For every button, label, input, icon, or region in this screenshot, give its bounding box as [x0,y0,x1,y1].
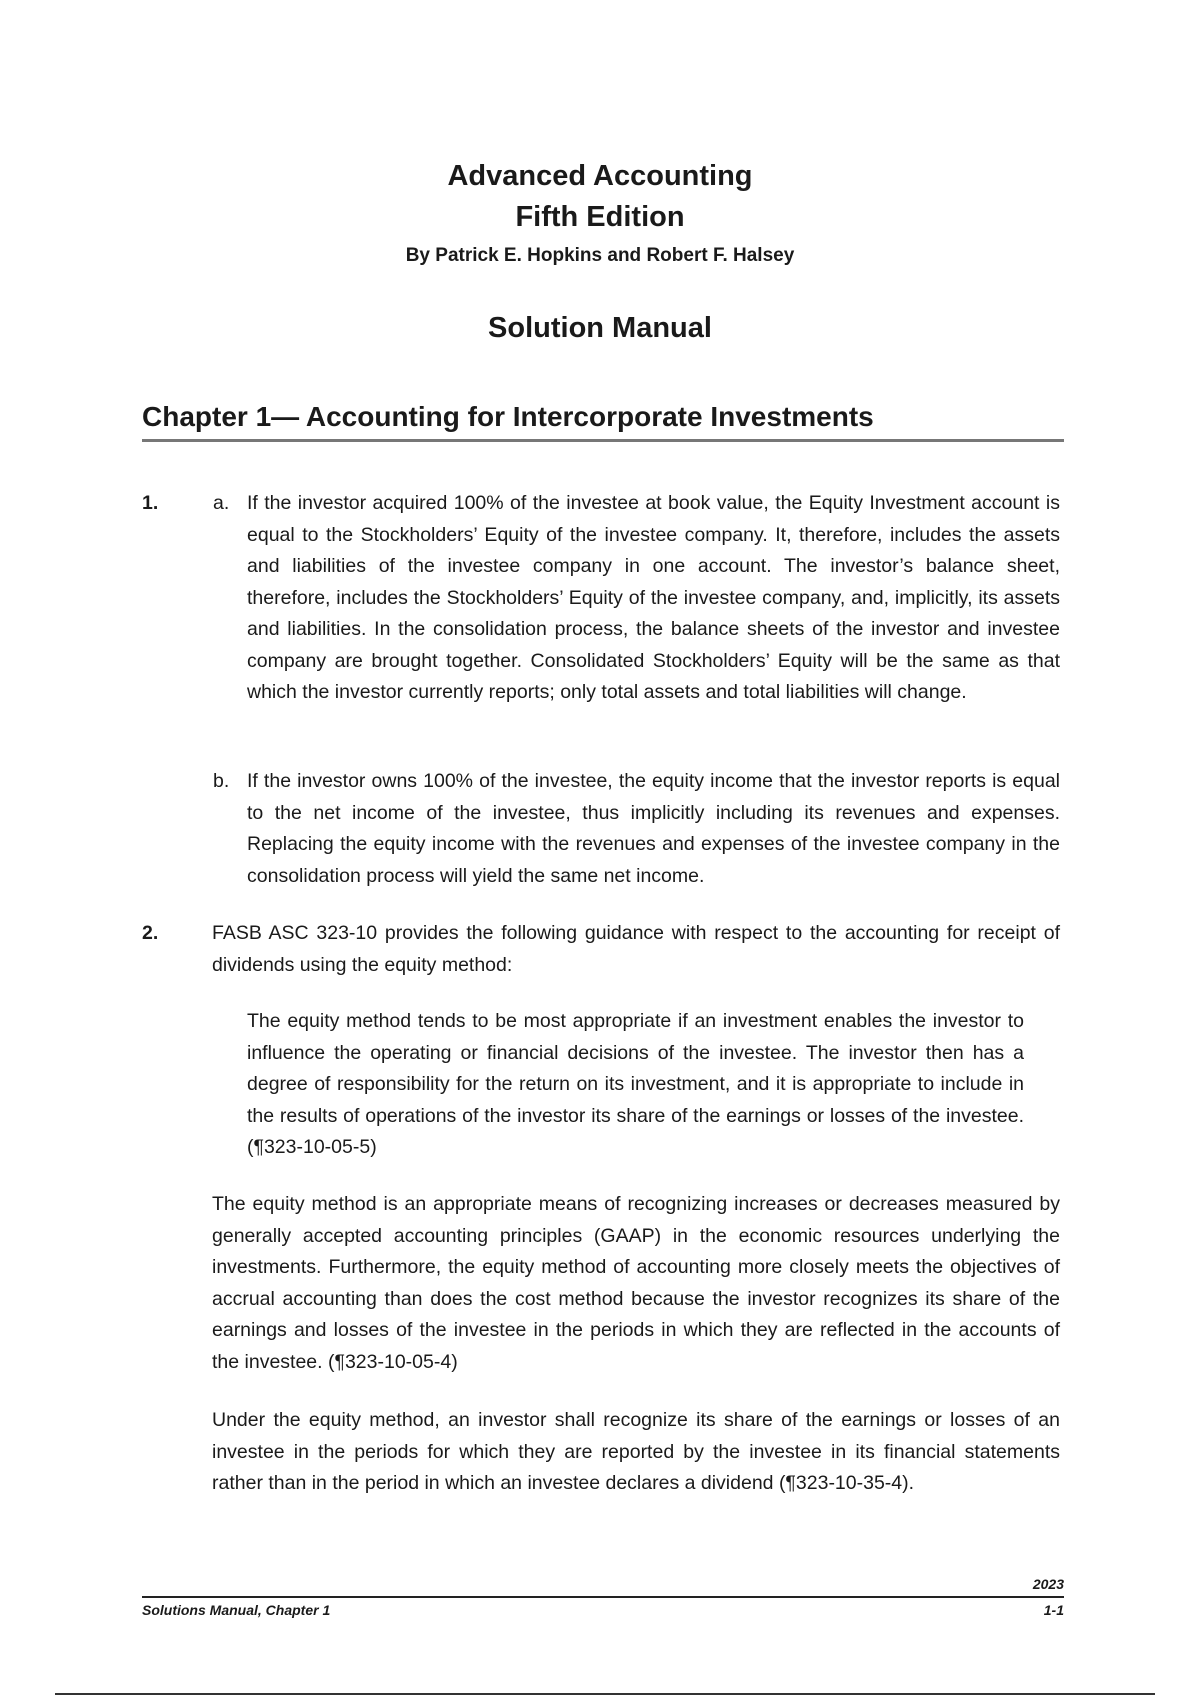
footer-year: 2023 [1032,1576,1064,1592]
footer-page-number: 1-1 [1043,1602,1064,1618]
part-letter-1a: a. [213,492,230,514]
book-authors: By Patrick E. Hopkins and Robert F. Halsey [405,245,795,266]
question-2-paragraph-2: Under the equity method, an investor shall recognize its share of the earnings or losses of an investee in the periods for which they are reported by the investee in its financial statements rather than in the period in which an investee declares a dividend (¶323-10-35-4). [212,1409,1060,1494]
answer-1a: If the investor acquired 100% of the investee at book value, the Equity Investment account is equal to the Stockholders’ Equity of the investee company. It, therefore, includes the assets and liabilities of the investee company in one account. The investor’s balance sheet, therefore, includes the Stockholders’ Equity of the investee company, and, implicitly, its assets and liabilities. In the consolidation process, the balance sheets of the investor and investee company are brought together. Consolidated Stockholders’ Equity will be the same as that which the investor currently reports; only total assets and total liabilities will change. [247,492,1060,703]
manual-title: Solution Manual [488,312,712,344]
part-letter-1b: b. [213,770,230,792]
asc-quote: The equity method tends to be most appropriate if an investment enables the investor to influence the operating or financial decisions of the investee. The investor then has a degree of responsibility for the return on its investment, and it is appropriate to include in the results of operations of the investor its share of the earnings or losses of the investee. (¶323-10-05-5) [247,1010,1024,1158]
question-2-intro: FASB ASC 323-10 provides the following guidance with respect to the accounting for receipt of dividends using the equity method: [212,922,1060,976]
question-number-1: 1. [142,492,159,514]
book-edition: Fifth Edition [515,201,685,233]
answer-1b: If the investor owns 100% of the investee, the equity income that the investor reports is equal to the net income of the investee, thus implicitly including its revenues and expenses. Replacing the equity income with the revenues and expenses of the investee company in the consolidation process will yield the same net income. [247,770,1060,887]
footer-source: Solutions Manual, Chapter 1 [142,1602,331,1618]
page-bottom-divider [55,1693,1155,1695]
footer-divider [142,1596,1064,1598]
chapter-heading: Chapter 1— Accounting for Intercorporate Investments [142,401,1064,442]
book-title: Advanced Accounting [447,160,753,192]
question-2-paragraph-1: The equity method is an appropriate means of recognizing increases or decreases measured by generally accepted accounting principles (GAAP) in the economic resources underlying the investments. Furthermore, the equity method of accounting more closely meets the objectives of accrual accounting than does the cost method because the investor recognizes its share of the earnings and losses of the investee in the periods in which they are reflected in the accounts of the investee. (¶323-10-05-4) [212,1193,1060,1373]
title-block [0,156,1200,273]
question-number-2: 2. [142,922,159,944]
